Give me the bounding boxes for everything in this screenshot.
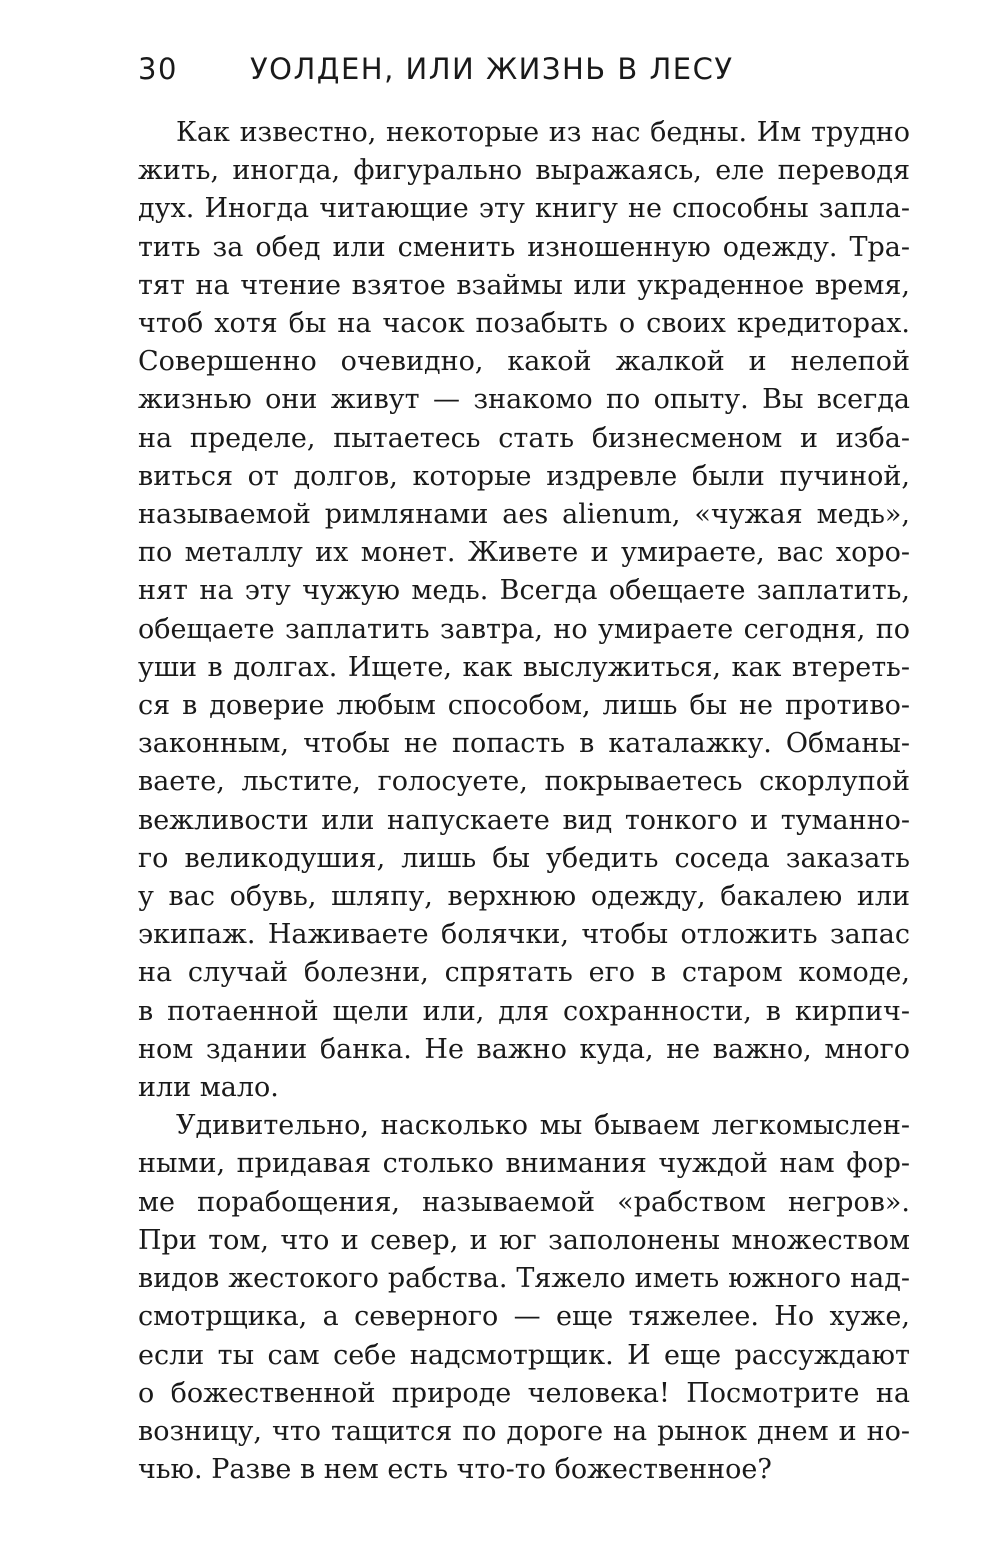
text-line: При том, что и север, и юг заполонены множеством (138, 1224, 910, 1256)
text-line: виться от долгов, которые издревле были пучиной, (138, 460, 910, 492)
paragraph (138, 1107, 910, 1489)
text-line: жить, иногда, фигурально выражаясь, еле переводя (138, 155, 910, 187)
text-line: возницу, что тащится по дороге на рынок днем и но- (138, 1415, 910, 1447)
text-line: тят на чтение взятое взаймы или украденное время, (138, 269, 910, 301)
text-line: дух. Иногда читающие эту книгу не способны запла- (138, 193, 910, 225)
text-line: видов жестокого рабства. Тяжело иметь южного над- (138, 1263, 910, 1295)
text-line: на пределе, пытаетесь стать бизнесменом и изба- (138, 422, 910, 454)
text-line: вежливости или напускаете вид тонкого и туманно- (138, 804, 910, 836)
text-line: уши в долгах. Ищете, как выслужиться, как втереть- (138, 651, 910, 683)
text-line: ными, придавая столько внимания чуждой нам фор- (138, 1148, 910, 1180)
text-line: если ты сам себе надсмотрщик. И еще рассуждают (138, 1339, 910, 1371)
text-line: тить за обед или сменить изношенную одежду. Тра- (138, 231, 910, 263)
text-line: называемой римлянами aes alienum, «чужая медь», (138, 499, 910, 531)
text-line: нят на эту чужую медь. Всегда обещаете заплатить, (138, 575, 910, 607)
text-line: Как известно, некоторые из нас бедны. Им трудно (176, 117, 910, 148)
text-line: Удивительно, насколько мы бываем легкомыслен- (176, 1110, 910, 1142)
text-line: обещаете заплатить завтра, но умираете сегодня, по (138, 613, 910, 645)
text-line: на случай болезни, спрятать его в старом комоде, (138, 957, 910, 989)
text-line: Совершенно очевидно, какой жалкой и нелепой (138, 346, 910, 378)
text-line: в потаенной щели или, для сохранности, в кирпич- (138, 995, 910, 1027)
page-header (138, 52, 734, 86)
paragraph (138, 114, 910, 1107)
text-line: ся в доверие любым способом, лишь бы не противо- (138, 690, 910, 722)
text-line: смотрщика, а северного — еще тяжелее. Но хуже, (138, 1301, 910, 1333)
text-line: экипаж. Наживаете болячки, чтобы отложить запас (138, 919, 910, 951)
text-line: или мало. (138, 1072, 279, 1104)
text-line: ном здании банка. Не важно куда, не важно, много (138, 1033, 910, 1065)
text-line: по металлу их монет. Живете и умираете, вас хоро- (138, 537, 910, 569)
page-number: 30 (138, 52, 178, 86)
text-line: у вас обувь, шляпу, верхнюю одежду, бакалею или (138, 881, 910, 913)
text-line: ваете, льстите, голосуете, покрываетесь скорлупой (138, 766, 910, 798)
text-line: о божественной природе человека! Посмотрите на (138, 1377, 910, 1409)
text-line: законным, чтобы не попасть в каталажку. Обманы- (138, 728, 910, 760)
text-line: ме порабощения, называемой «рабством негров». (138, 1186, 910, 1218)
body-text (138, 114, 910, 1489)
text-line: жизнью они живут — знакомо по опыту. Вы всегда (138, 384, 910, 416)
text-line: чтоб хотя бы на часок позабыть о своих кредиторах. (138, 308, 910, 340)
text-line: чью. Разве в нем есть что-то божественное? (138, 1454, 772, 1486)
running-title: УОЛДЕН, ИЛИ ЖИЗНЬ В ЛЕСУ (250, 52, 734, 86)
text-line: го великодушия, лишь бы убедить соседа заказать (138, 842, 910, 874)
